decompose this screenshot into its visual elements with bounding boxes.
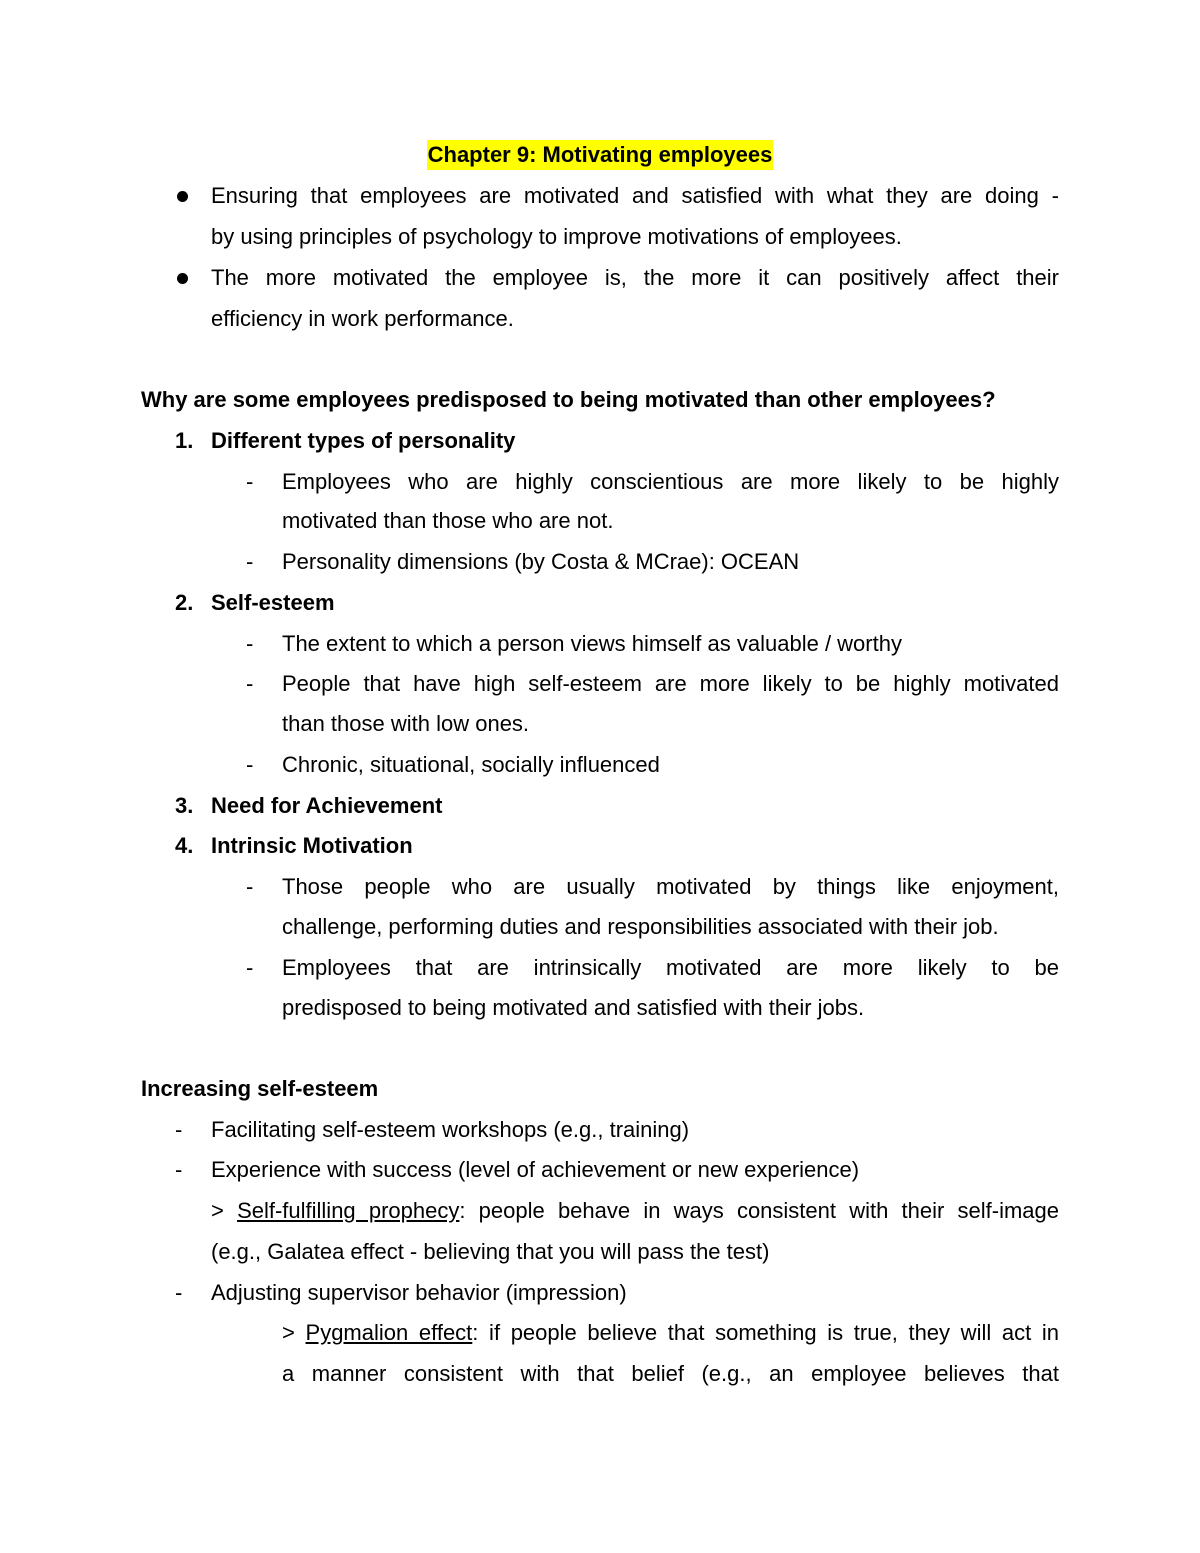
personality-point-1-line-2: motivated than those who are not. bbox=[282, 508, 614, 533]
page-title: Chapter 9: Motivating employees bbox=[427, 140, 774, 170]
title-container bbox=[0, 140, 1200, 170]
increasing-item-3: Adjusting supervisor behavior (impression) bbox=[211, 1280, 627, 1305]
self-fulfilling-prophecy-definition: : people behave in ways consistent with their self-image bbox=[459, 1198, 1059, 1223]
intrinsic-point-2-line-2: predisposed to being motivated and satisfied with their jobs. bbox=[282, 995, 865, 1020]
factor-4-label: Intrinsic Motivation bbox=[211, 833, 413, 858]
dash-bullet: - bbox=[246, 469, 254, 494]
increasing-item-2: Experience with success (level of achievement or new experience) bbox=[211, 1157, 860, 1182]
intro-2-line-2: efficiency in work performance. bbox=[211, 306, 514, 331]
dash-bullet: - bbox=[175, 1117, 183, 1142]
personality-point-1-line-1: Employees who are highly conscientious are more likely to be highly bbox=[282, 469, 1059, 494]
list-number: 4. bbox=[175, 833, 194, 858]
dash-bullet: - bbox=[246, 631, 254, 656]
dash-bullet: - bbox=[246, 549, 254, 574]
personality-point-2: Personality dimensions (by Costa & MCrae): OCEAN bbox=[282, 549, 800, 574]
factor-1-label: Different types of personality bbox=[211, 428, 516, 453]
pygmalion-effect-line-2: a manner consistent with that belief (e.g., an employee believes that bbox=[282, 1361, 1059, 1386]
intro-2-line-1: The more motivated the employee is, the more it can positively affect their bbox=[211, 265, 1059, 290]
self-esteem-point-2-line-1: People that have high self-esteem are more likely to be highly motivated bbox=[282, 671, 1059, 696]
self-esteem-point-1: The extent to which a person views himself as valuable / worthy bbox=[282, 631, 902, 656]
bullet-icon bbox=[177, 191, 188, 202]
dash-bullet: - bbox=[175, 1157, 183, 1182]
intrinsic-point-1-line-1: Those people who are usually motivated by things like enjoyment, bbox=[282, 874, 1059, 899]
dash-bullet: - bbox=[246, 955, 254, 980]
dash-bullet: - bbox=[246, 752, 254, 777]
self-esteem-point-3: Chronic, situational, socially influenced bbox=[282, 752, 660, 777]
pygmalion-effect-line-1 bbox=[282, 1318, 1059, 1348]
arrow-prefix: > bbox=[211, 1198, 224, 1223]
dash-bullet: - bbox=[246, 874, 254, 899]
self-fulfilling-prophecy-line-2: (e.g., Galatea effect - believing that you will pass the test) bbox=[211, 1239, 770, 1264]
pygmalion-effect-term: Pygmalion effect bbox=[305, 1320, 473, 1345]
intrinsic-point-1-line-2: challenge, performing duties and responsibilities associated with their job. bbox=[282, 914, 999, 939]
intro-1-line-2: by using principles of psychology to improve motivations of employees. bbox=[211, 224, 902, 249]
list-number: 3. bbox=[175, 793, 194, 818]
dash-bullet: - bbox=[175, 1280, 183, 1305]
increasing-self-esteem-heading: Increasing self-esteem bbox=[141, 1076, 379, 1101]
intrinsic-point-2-line-1: Employees that are intrinsically motivated are more likely to be bbox=[282, 955, 1059, 980]
bullet-icon bbox=[177, 273, 188, 284]
dash-bullet: - bbox=[246, 671, 254, 696]
self-esteem-point-2-line-2: than those with low ones. bbox=[282, 711, 530, 736]
self-fulfilling-prophecy-line-1 bbox=[211, 1196, 1059, 1226]
self-fulfilling-prophecy-term: Self-fulfilling prophecy bbox=[237, 1198, 460, 1223]
pygmalion-effect-definition: : if people believe that something is true, they will act in bbox=[472, 1320, 1059, 1345]
section-question-heading: Why are some employees predisposed to being motivated than other employees? bbox=[141, 387, 996, 412]
factor-2-label: Self-esteem bbox=[211, 590, 335, 615]
list-number: 2. bbox=[175, 590, 194, 615]
increasing-item-1: Facilitating self-esteem workshops (e.g., training) bbox=[211, 1117, 690, 1142]
factor-3-label: Need for Achievement bbox=[211, 793, 443, 818]
list-number: 1. bbox=[175, 428, 194, 453]
intro-1-line-1: Ensuring that employees are motivated and satisfied with what they are doing - bbox=[211, 183, 1059, 208]
arrow-prefix: > bbox=[282, 1320, 295, 1345]
